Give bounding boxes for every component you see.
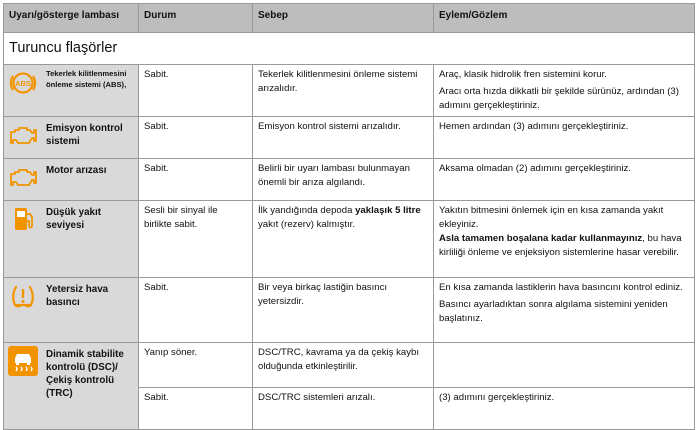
abs-warning-icon	[8, 68, 38, 98]
action-note: Yakıtın bitmesini önlemek için en kısa zamanda yakıt ekleyiniz.	[439, 205, 664, 230]
lamp-cell	[4, 159, 139, 201]
cause-cell: DSC/TRC, kavrama ya da çekiş kaybı olduğunda etkinleştirilir.	[253, 343, 434, 388]
header-cause: Sebep	[253, 4, 434, 33]
cause-text: İlk yandığında depoda	[258, 205, 356, 216]
header-lamp: Uyarı/gösterge lambası	[4, 4, 139, 33]
car-skid-icon	[10, 348, 36, 374]
section-row	[4, 33, 695, 65]
lamp-cell	[4, 278, 139, 343]
lamp-cell	[4, 65, 139, 117]
header-status: Durum	[139, 4, 253, 33]
action-cell	[434, 65, 695, 117]
action-note: Aracı orta hızda dikkatli bir şekilde sürünüz, ardından (3) adımını gerçekleştiriniz.	[439, 86, 679, 111]
action-note	[439, 232, 689, 260]
action-cell	[434, 117, 695, 159]
header-row	[4, 4, 695, 33]
lamp-label: Dinamik stabilite kontrolü (DSC)/ Çekiş kontrolü (TRC)	[46, 349, 124, 399]
lamp-label: Düşük yakıt seviyesi	[46, 207, 101, 231]
status-cell: Sesli bir sinyal ile birlikte sabit.	[139, 201, 253, 278]
header-action: Eylem/Gözlem	[434, 4, 695, 33]
lamp-cell	[4, 117, 139, 159]
action-emphasis: Asla tamamen boşalana kadar kullanmayınız	[439, 233, 643, 244]
action-text: , bu hava kirliliği önleme ve enjeksiyon sistemlerine hasar verebilir.	[439, 233, 682, 258]
action-cell	[434, 278, 695, 343]
action-note: Aksama olmadan (2) adımını gerçekleştiriniz.	[439, 163, 631, 174]
lamp-label: Motor arızası	[46, 165, 107, 176]
action-note: Basıncı ayarladıktan sonra algılama sistemini yeniden başlatınız.	[439, 299, 668, 324]
lamp-cell	[4, 343, 139, 430]
cause-cell	[253, 201, 434, 278]
cause-cell: Bir veya birkaç lastiğin basıncı yetersizdir.	[253, 278, 434, 343]
action-cell: (3) adımını gerçekleştiriniz.	[434, 388, 695, 430]
status-cell: Sabit.	[139, 65, 253, 117]
cause-emphasis: yaklaşık 5 litre	[355, 205, 421, 216]
table-row	[4, 343, 695, 388]
action-note: En kısa zamanda lastiklerin hava basıncını kontrol ediniz.	[439, 282, 683, 293]
lamp-cell	[4, 201, 139, 278]
status-cell: Sabit.	[139, 159, 253, 201]
lamp-label: Yetersiz hava basıncı	[46, 284, 109, 308]
status-cell: Sabit.	[139, 388, 253, 430]
tyre-pressure-icon	[8, 281, 38, 311]
table-row	[4, 159, 695, 201]
action-note: Araç, klasik hidrolik fren sistemini korur.	[439, 69, 607, 80]
engine-icon	[8, 120, 38, 150]
cause-cell: DSC/TRC sistemleri arızalı.	[253, 388, 434, 430]
action-cell	[434, 159, 695, 201]
lamp-label: Emisyon kontrol sistemi	[46, 123, 123, 147]
status-cell: Sabit.	[139, 117, 253, 159]
section-title: Turuncu flaşörler	[4, 33, 695, 65]
cause-cell: Belirli bir uyarı lambası bulunmayan önemli bir arıza algılandı.	[253, 159, 434, 201]
fuel-pump-icon	[8, 204, 38, 234]
table-row	[4, 65, 695, 117]
cause-cell: Tekerlek kilitlenmesini önleme sistemi arızalıdır.	[253, 65, 434, 117]
action-cell	[434, 201, 695, 278]
action-cell	[434, 343, 695, 388]
action-note: Hemen ardından (3) adımını gerçekleştiriniz.	[439, 121, 629, 132]
warning-lamps-table	[3, 3, 695, 430]
lamp-label: Tekerlek kilitlenmesini önleme sistemi (ABS),	[46, 69, 127, 89]
status-cell: Sabit.	[139, 278, 253, 343]
table-row	[4, 278, 695, 343]
cause-text: yakıt (rezerv) kalmıştır.	[258, 219, 356, 230]
stability-control-icon	[8, 346, 38, 376]
svg-text:ABS: ABS	[15, 79, 31, 88]
status-cell: Yanıp söner.	[139, 343, 253, 388]
cause-cell: Emisyon kontrol sistemi arızalıdır.	[253, 117, 434, 159]
table-row	[4, 201, 695, 278]
engine-icon	[8, 162, 38, 192]
table-row	[4, 117, 695, 159]
